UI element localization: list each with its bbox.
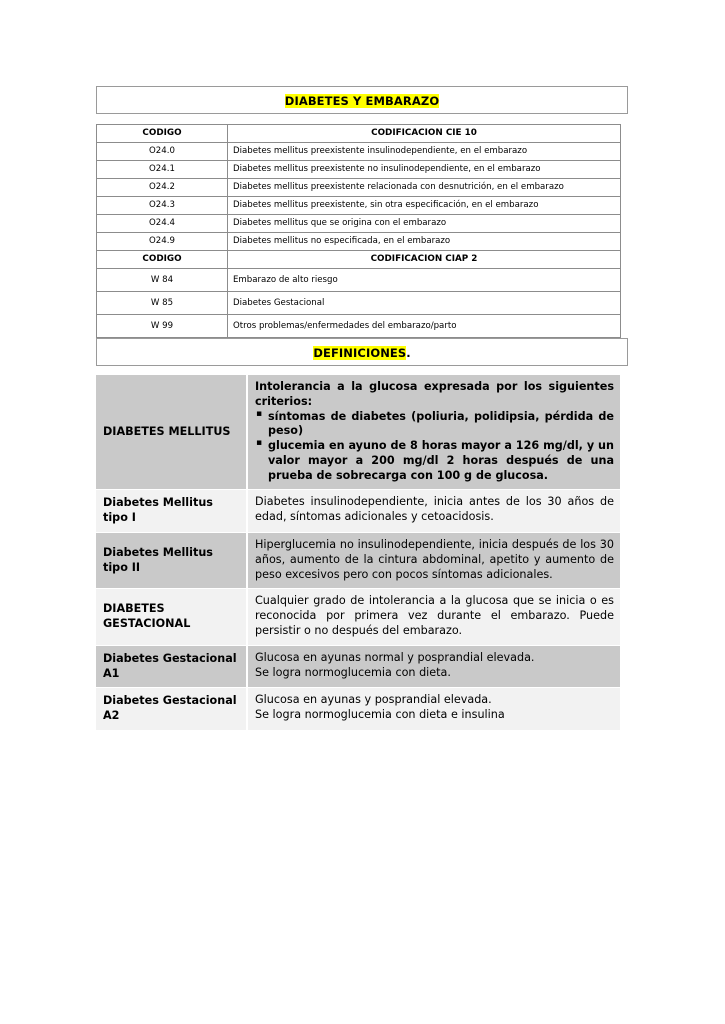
table-row: [97, 143, 621, 161]
column-header-codigo-ciap: CODIGO: [97, 251, 228, 269]
definitions-title: DEFINICIONES: [313, 346, 407, 360]
column-header-ciap2: CODIFICACION CIAP 2: [228, 251, 621, 269]
table-row: [97, 197, 621, 215]
codification-table: [96, 124, 621, 338]
definition-row-gestacional-a2: [96, 688, 620, 731]
cell-description: Diabetes mellitus preexistente no insulinodependiente, en el embarazo: [228, 161, 621, 179]
table-row: [97, 161, 621, 179]
definition-body: Hiperglucemia no insulinodependiente, inicia después de los 30 años, aumento de la cintura abdominal, apetito y aumento de peso excesivos pero con pocos síntomas adicionales.: [247, 533, 620, 589]
table-header-row-cie: [97, 125, 621, 143]
cell-code: O24.3: [97, 197, 228, 215]
title-banner: [96, 86, 628, 114]
cell-code: W 85: [97, 292, 228, 315]
page-title: DIABETES Y EMBARAZO: [284, 94, 440, 108]
definition-body: Cualquier grado de intolerancia a la glucosa que se inicia o es reconocida por primera vez durante el embarazo. Puede persistir o no después del embarazo.: [247, 589, 620, 645]
cell-description: Otros problemas/enfermedades del embarazo/parto: [228, 315, 621, 338]
definitions-title-suffix: .: [406, 346, 411, 360]
definition-body: Diabetes insulinodependiente, inicia antes de los 30 años de edad, síntomas adicionales y cetoacidosis.: [247, 490, 620, 533]
definition-bullet-list: [255, 410, 614, 484]
definition-row-tipo-ii: [96, 533, 620, 589]
cell-code: W 84: [97, 269, 228, 292]
cell-description: Diabetes mellitus preexistente, sin otra especificación, en el embarazo: [228, 197, 621, 215]
definition-term: Diabetes Gestacional A1: [96, 645, 247, 688]
table-row: [97, 215, 621, 233]
definition-row-diabetes-mellitus: [96, 375, 620, 490]
table-row: [97, 233, 621, 251]
definition-term: Diabetes Mellitus tipo I: [96, 490, 247, 533]
definition-bullet: ▪ glucemia en ayuno de 8 horas mayor a 126 mg/dl, y un valor mayor a 200 mg/dl 2 horas después de una prueba de sobrecarga con 100 g de glucosa.: [255, 439, 614, 483]
cell-description: Diabetes Gestacional: [228, 292, 621, 315]
cell-code: W 99: [97, 315, 228, 338]
cell-description: Diabetes mellitus que se origina con el embarazo: [228, 215, 621, 233]
definition-term: Diabetes Gestacional A2: [96, 688, 247, 731]
cell-code: O24.1: [97, 161, 228, 179]
definition-row-gestacional-a1: [96, 645, 620, 688]
cell-description: Diabetes mellitus preexistente relacionada con desnutrición, en el embarazo: [228, 179, 621, 197]
cell-code: O24.9: [97, 233, 228, 251]
table-row: [97, 269, 621, 292]
cell-code: O24.4: [97, 215, 228, 233]
definition-term: Diabetes Mellitus tipo II: [96, 533, 247, 589]
table-row: [97, 315, 621, 338]
definition-term: DIABETES GESTACIONAL: [96, 589, 247, 645]
table-header-row-ciap: [97, 251, 621, 269]
cell-code: O24.0: [97, 143, 228, 161]
definition-body: [247, 375, 620, 490]
definitions-table: [96, 374, 620, 731]
definition-row-tipo-i: [96, 490, 620, 533]
definition-row-gestacional: [96, 589, 620, 645]
definition-term: DIABETES MELLITUS: [96, 375, 247, 490]
table-row: [97, 292, 621, 315]
definition-lead: Intolerancia a la glucosa expresada por los siguientes criterios:: [255, 380, 614, 408]
cell-description: Diabetes mellitus preexistente insulinodependiente, en el embarazo: [228, 143, 621, 161]
column-header-codigo-cie: CODIGO: [97, 125, 228, 143]
cell-code: O24.2: [97, 179, 228, 197]
table-row: [97, 179, 621, 197]
cell-description: Embarazo de alto riesgo: [228, 269, 621, 292]
definition-bullet: ▪ síntomas de diabetes (poliuria, polidipsia, pérdida de peso): [255, 410, 614, 440]
definitions-banner: [96, 338, 628, 366]
definition-body: Glucosa en ayunas normal y posprandial elevada. Se logra normoglucemia con dieta.: [247, 645, 620, 688]
cell-description: Diabetes mellitus no especificada, en el embarazo: [228, 233, 621, 251]
column-header-cie10: CODIFICACION CIE 10: [228, 125, 621, 143]
definition-body: Glucosa en ayunas y posprandial elevada. Se logra normoglucemia con dieta e insulina: [247, 688, 620, 731]
